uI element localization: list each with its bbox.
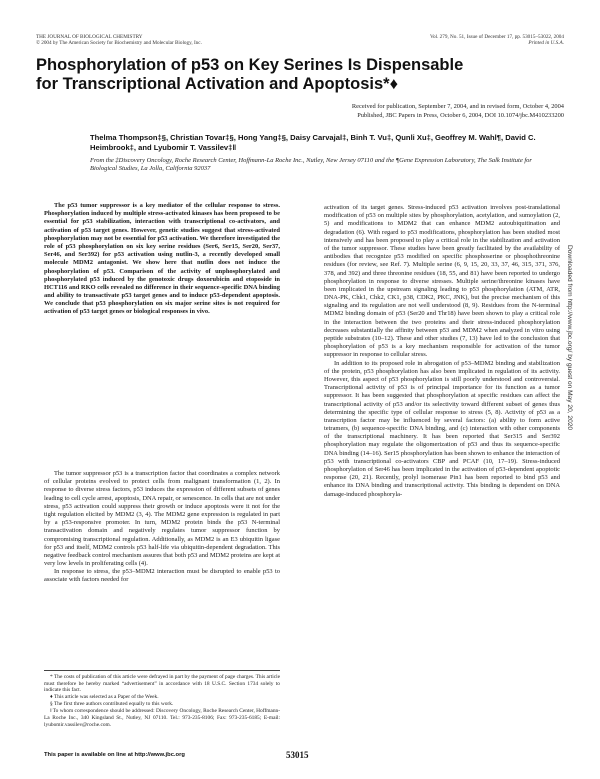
- right-column: [324, 204, 560, 499]
- affiliations: From the ‡Discovery Oncology, Roche Research Center, Hoffmann-La Roche Inc., Nutley, New Jersey 07110 and the ¶Gene Expression Laboratory, The Salk Institute for Biological Studies, La Jolla, California 92037: [90, 157, 532, 173]
- copyright-line: © 2004 by The American Society for Biochemistry and Molecular Biology, Inc.: [36, 40, 202, 47]
- printed-line: Printed in U.S.A.: [528, 40, 564, 47]
- footnote-rule: [44, 670, 280, 671]
- volume-line: Vol. 279, No. 51, Issue of December 17, pp. 53015–53022, 2004: [429, 34, 564, 40]
- body-paragraph: In addition to its proposed role in abrogation of p53–MDM2 binding and stabilization of the protein, p53 phosphorylation has also been implicated in regulation of its activity. However, this aspect of p53 phosphorylation is still poorly understood and controversial. Transcriptional activity of p53 is of principal importance for its function as a tumor suppressor. It has been suggested that phosphorylation at specific residues can affect the transcriptional activity of p53 and/or its selectivity toward different subset of genes thus determining the specific type of cellular response to stress (5, 8). Activity of p53 as a transcription factor may be influenced by several factors: (a) ability to form active tetramers, (b) sequence-specific DNA binding, and (c) interaction with other components of the transcriptional machinery. It has been reported that Ser315 and Ser392 phosphorylation may regulate the oligomerization of p53 and thus its sequence-specific DNA binding (14–16). Ser15 phosphorylation has been shown to enhance the interaction of p53 with transcriptional co-activators CBP and PCAF (10, 17–19). Stress-induced phosphorylation of Ser46 has been implicated in the activation of p53-dependent apoptotic response (20, 21). Recently, prolyl isomerase Pin1 has been reported to bind p53 and enhance its DNA binding and transcriptional activity. This binding is dependent on DNA damage-induced phosphoryla-: [324, 359, 560, 498]
- footnotes: [44, 674, 280, 729]
- journal-header: [36, 34, 202, 46]
- author-list: Thelma Thompson‡§, Christian Tovar‡§, Hong Yang‡§, Daisy Carvajal‡, Binh T. Vu‡, Qunli Xu‡, Geoffrey M. Wahl¶, David C. Heimbrook‡, and Lyubomir T. Vassilev‡‖: [90, 133, 536, 152]
- publication-history: [352, 103, 564, 120]
- footnote: ♦ This article was selected as a Paper of the Week.: [50, 694, 159, 701]
- footnote: * The costs of publication of this article were defrayed in part by the payment of page charges. This article must therefore be hereby marked “advertisement” in accordance with 18 U.S.C. Section 1734 solely to indicate this fact.: [44, 674, 280, 694]
- published-line: Published, JBC Papers in Press, October 6, 2004, DOI 10.1074/jbc.M410233200: [357, 111, 564, 119]
- issue-header: [430, 34, 564, 46]
- intro-paragraph: In response to stress, the p53–MDM2 interaction must be disrupted to enable p53 to associate with factors needed for: [44, 568, 280, 584]
- received-line: Received for publication, September 7, 2004, and in revised form, October 4, 2004: [351, 103, 564, 110]
- intro-paragraph: The tumor suppressor p53 is a transcription factor that coordinates a complex network of cellular proteins evolved to protect cells from malignant transformation (1, 2). In response to diverse stress factors, p53 induces the expression of different subsets of genes leading to cell cycle arrest, apoptosis, DNA repair, or senescence. In cells that are not under stress, p53 activation could suppress their growth or induce apoptosis were it not for the tight regulation elicited by MDM2 (3, 4). The MDM2 gene expression is regulated in part by a p53-responsive promoter. In turn, MDM2 protein binds the p53 N-terminal transactivation domain and negatively regulates tumor suppressor function by compromising transcriptional regulation. Additionally, as MDM2 is an E3 ubiquitin ligase for p53 and itself, MDM2 controls p53 half-life via ubiquitin-dependent degradation. This negative feedback control mechanism assures that both p53 and MDM2 proteins are kept at very low levels in proliferating cells (4).: [44, 470, 280, 568]
- page-number: 53015: [286, 750, 309, 760]
- paper-title: Phosphorylation of p53 on Key Serines Is Dispensable for Transcriptional Activation and Apoptosis*♦: [36, 56, 464, 93]
- journal-name: THE JOURNAL OF BIOLOGICAL CHEMISTRY: [36, 34, 143, 40]
- body-paragraph: activation of its target genes. Stress-induced p53 activation involves post-translational modification of p53 on multiple sites by phosphorylation, acetylation, and sumoylation (2, 5) and modifications to MDM2 that can enhance MDM2 autoubiquitination and degradation (6). With regard to p53 modifications, phosphorylation has been studied most intensively and has been proposed to play a critical role in the stabilization and activation of the tumor suppressor. These studies have been greatly facilitated by the availability of antibodies that recognize p53 modified on specific phosphoserine or phosphothreonine residues (for review, see Ref. 7). Multiple serine (6, 9, 15, 20, 33, 37, 46, 315, 371, 376, 378, and 392) and three threonine residues (18, 55, and 81) have been reported to undergo phosphorylation in response to diverse stresses. Multiple serine/threonine kinases have been implicated in the upstream signaling leading to p53 phosphorylation (ATM, ATR, DNA-PK, Chk1, Chk2, CK1, p38, CDK2, PKC, JNK), but the precise mechanism of this signaling and its regulation are not well understood (8, 9). Residues from the N-terminal MDM2 binding domain of p53 (Ser20 and Thr18) have been shown to play a critical role in the interaction between the two proteins and their stress-induced phosphorylation decreases substantially the affinity between p53 and MDM2 when analyzed in vitro using peptide substrates (10–12). These and other studies (7, 13) have led to the conclusion that phosphorylation of p53 is a key mechanism responsible for activation of the tumor suppressor in response to cellular stress.: [324, 204, 560, 359]
- abstract-text: The p53 tumor suppressor is a key mediator of the cellular response to stress. Phosphorylation induced by multiple stress-activated kinases has been proposed to be essential for p53 stabilization, interaction with transcriptional co-activators, and activation of p53 target genes. However, genetic studies suggest that stress-activated phosphorylation may not be essential for p53 activation. We therefore investigated the role of p53 phosphorylation on six key serine residues (Ser6, Ser15, Ser20, Ser37, Ser46, and Ser392) for p53 activation using nutlin-3, a recently developed small molecule MDM2 antagonist. We show here that nutlin does not induce the phosphorylation of p53. Comparison of the activity of unphosphorylated and phosphorylated p53 induced by the genotoxic drugs doxorubicin and etoposide in HCT116 and RKO cells revealed no difference in their sequence-specific DNA binding and ability to transactivate p53 target genes and to induce p53-dependent apoptosis. We conclude that p53 phosphorylation on six major serine sites is not required for activation of p53 target genes or biological responses in vivo.: [44, 202, 280, 316]
- introduction: [44, 470, 280, 585]
- online-availability: This paper is available on line at http://www.jbc.org: [44, 752, 185, 758]
- footnote: § The first three authors contributed equally to this work.: [50, 701, 174, 708]
- abstract: [44, 202, 280, 317]
- footnote: ‖ To whom correspondence should be addressed: Discovery Oncology, Roche Research Center, Hoffmann-La Roche Inc., 340 Kingsland St., Nutley, NJ 07110. Tel.: 973-235-8106; Fax: 973-235-6185; E-mail: lyubomir.vassilev@roche.com.: [44, 708, 281, 728]
- download-watermark: Downloaded from http://www.jbc.org/ by guest on May 20, 2020: [566, 245, 573, 431]
